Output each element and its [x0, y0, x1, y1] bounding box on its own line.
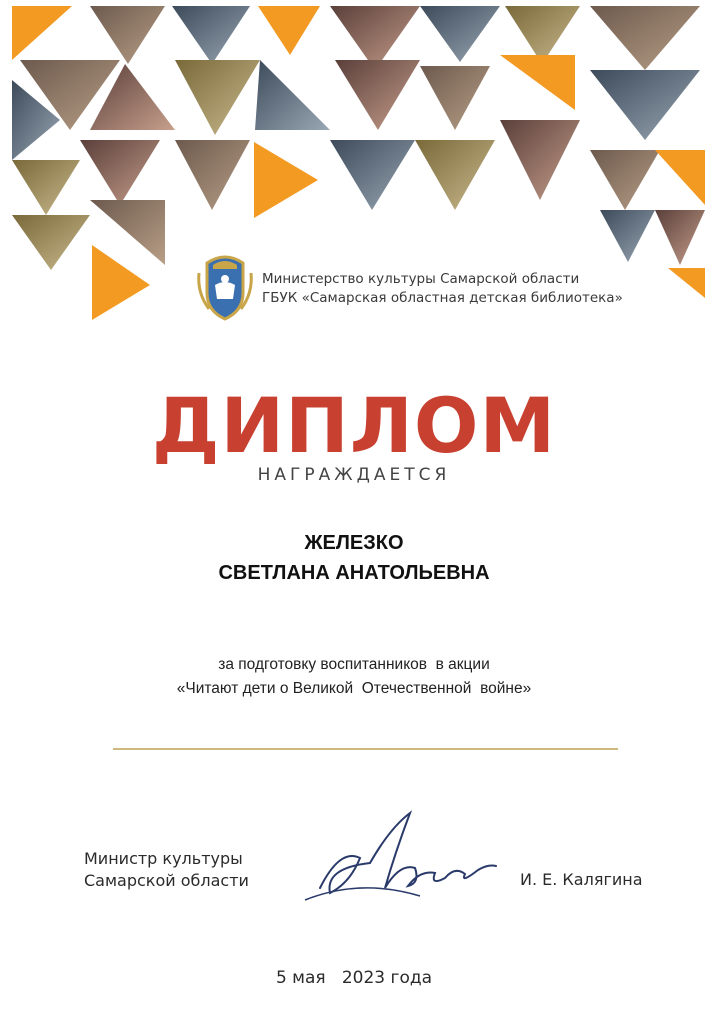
collage-orange-triangle	[12, 6, 72, 60]
signer-position-line-1: Министр культуры	[84, 849, 243, 868]
organization-header	[195, 253, 695, 323]
collage-photo-tile	[12, 215, 90, 270]
collage-photo-tile	[590, 6, 700, 70]
collage-photo-tile	[500, 120, 580, 200]
awarded-label: НАГРАЖДАЕТСЯ	[257, 465, 451, 485]
collage-photo-tile	[175, 60, 260, 135]
reason-line-1: за подготовку воспитанников в акции	[218, 656, 490, 673]
library-name: ГБУК «Самарская областная детская библиотека»	[262, 290, 623, 306]
organization-names	[262, 270, 623, 308]
collage-photo-tile	[90, 6, 165, 64]
collage-orange-triangle	[92, 245, 150, 320]
collage-photo-tile	[330, 140, 415, 210]
collage-orange-triangle	[655, 150, 705, 205]
coat-of-arms-icon	[195, 253, 255, 321]
collage-photo-tile	[12, 160, 80, 215]
collage-photo-tile	[420, 6, 500, 62]
signer-position	[84, 848, 249, 892]
collage-orange-triangle	[500, 55, 575, 110]
collage-photo-tile	[80, 140, 160, 205]
collage-photo-tile	[590, 70, 700, 140]
award-reason	[0, 653, 708, 701]
collage-orange-triangle	[258, 6, 320, 55]
collage-photo-tile	[175, 140, 250, 210]
signer-name: И. Е. Калягина	[520, 870, 643, 889]
reason-line-2: «Читают дети о Великой Отечественной войне»	[176, 680, 532, 697]
diploma-title: ДИПЛОМ	[151, 381, 557, 470]
divider-line	[113, 748, 618, 750]
collage-photo-tile	[420, 66, 490, 130]
collage-photo-tile	[590, 150, 660, 210]
collage-photo-tile	[335, 60, 420, 130]
ministry-name: Министерство культуры Самарской области	[262, 271, 580, 287]
recipient-given-names: СВЕТЛАНА АНАТОЛЬЕВНА	[218, 562, 490, 584]
issue-date: 5 мая 2023 года	[275, 968, 433, 988]
signer-position-line-2: Самарской области	[84, 871, 249, 890]
collage-photo-tile	[255, 60, 330, 130]
collage-photo-tile	[415, 140, 495, 210]
collage-photo-tile	[172, 6, 250, 64]
recipient-name	[0, 528, 708, 588]
signature-icon	[300, 808, 500, 918]
collage-orange-triangle	[254, 142, 318, 218]
recipient-surname: ЖЕЛЕЗКО	[304, 532, 404, 554]
